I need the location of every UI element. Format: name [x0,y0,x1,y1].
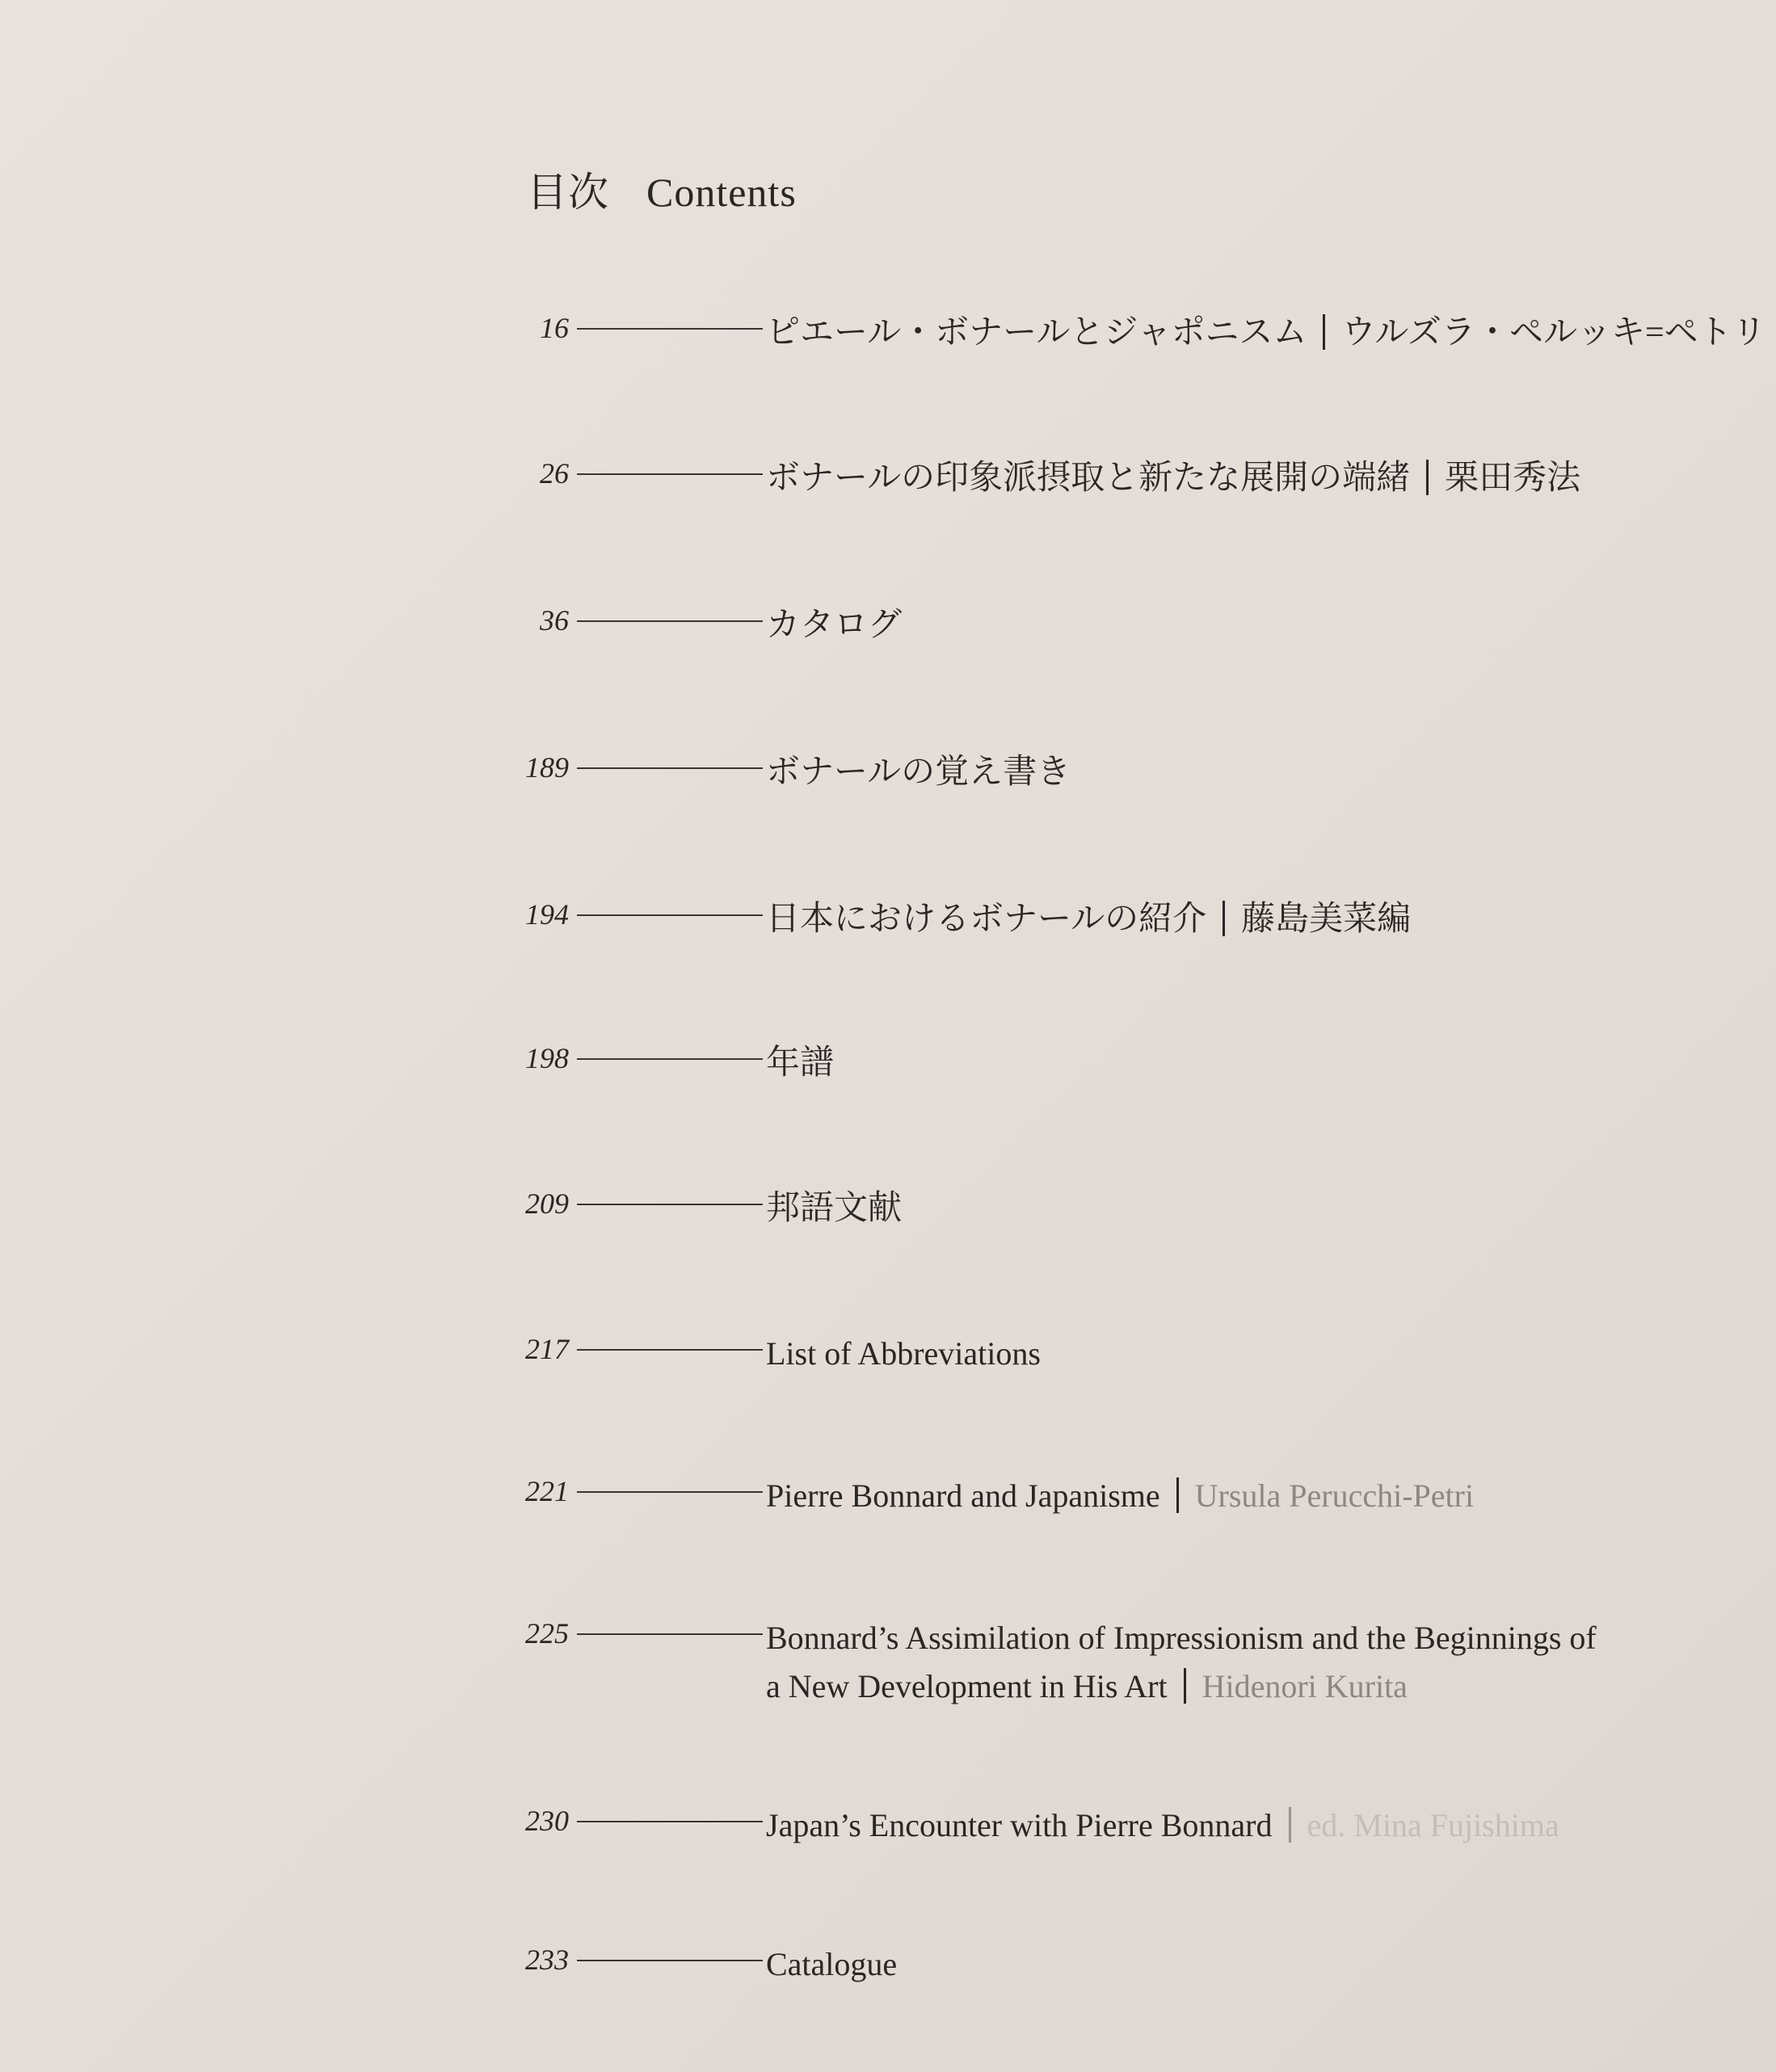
toc-entry[interactable] [242,1189,1568,1238]
entry-title: Catalogue [766,1946,898,1982]
toc-entry[interactable] [242,753,1568,801]
title-japanese: 目次 [527,170,609,215]
entry-title: 邦語文献 [766,1190,903,1227]
separator-bar [1184,1668,1186,1704]
page-title [527,160,797,218]
entry-title: 日本におけるボナールの紹介 藤島美菜編 [766,901,1412,938]
entry-title: ボナールの覚え書き [766,754,1071,791]
entry-title: List of Abbreviations [766,1335,1041,1372]
entry-title: ボナールの印象派摂取と新たな展開の端緒 栗田秀法 [766,460,1581,497]
leader-line [577,473,763,475]
entry-author: 栗田秀法 [1445,460,1581,497]
leader-line [577,1204,763,1205]
toc-entry[interactable] [242,1334,1568,1383]
separator-bar [1289,1807,1291,1843]
toc-entry[interactable] [242,900,1568,948]
entry-title: Pierre Bonnard and Japanisme Ursula Perucchi-Petri [766,1477,1475,1514]
entry-author: Hidenori Kurita [1202,1668,1408,1704]
entry-title: カタログ [766,607,903,644]
leader-line [577,1349,763,1351]
entry-title: Bonnard’s Assimilation of Impressionism and the Beginnings of a New Development in His Art Hidenori Kurita [766,1620,1597,1704]
entry-title: Japan’s Encounter with Pierre Bonnard ed. Mina Fujishima [766,1807,1559,1843]
title-english: Contents [646,170,797,215]
leader-line [577,328,763,330]
page-number: 189 [525,751,569,784]
toc-entry[interactable] [242,1806,1568,1855]
separator-bar [1176,1477,1179,1513]
toc-entry[interactable] [242,457,1581,507]
separator-bar [1426,460,1429,495]
toc-entry[interactable] [242,1477,1568,1525]
toc-entry[interactable] [242,1044,1568,1092]
entry-author: ウルズラ・ペルッキ=ペトリ [1341,314,1766,351]
toc-entry[interactable] [242,1945,1568,1994]
toc-entry[interactable] [242,1617,1597,1716]
page-number: 194 [525,898,569,931]
toc-entry[interactable] [242,312,1766,362]
entry-author: Ursula Perucchi-Petri [1194,1477,1475,1514]
leader-line [577,767,763,769]
page-number: 225 [525,1617,569,1650]
leader-line [577,1058,763,1060]
leader-line [577,1633,763,1635]
page-number: 221 [525,1475,569,1507]
leader-line [577,620,763,622]
page-number: 16 [540,312,569,344]
entry-author: ed. Mina Fujishima [1307,1807,1559,1843]
page-number: 36 [540,604,569,637]
separator-bar [1223,901,1225,936]
page-number: 230 [525,1805,569,1837]
leader-line [577,914,763,916]
leader-line [577,1491,763,1493]
leader-line [577,1821,763,1822]
page-number: 198 [525,1042,569,1074]
page-number: 217 [525,1333,569,1365]
leader-line [577,1960,763,1961]
toc-entry[interactable] [242,606,1568,654]
page-number: 233 [525,1944,569,1976]
entry-title: ピエール・ボナールとジャポニスム ウルズラ・ペルッキ=ペトリ [766,314,1766,351]
entry-title: 年譜 [766,1044,835,1082]
page-number: 209 [525,1187,569,1220]
separator-bar [1323,314,1325,350]
page-number: 26 [540,457,569,490]
entry-author: 藤島美菜編 [1241,901,1412,938]
